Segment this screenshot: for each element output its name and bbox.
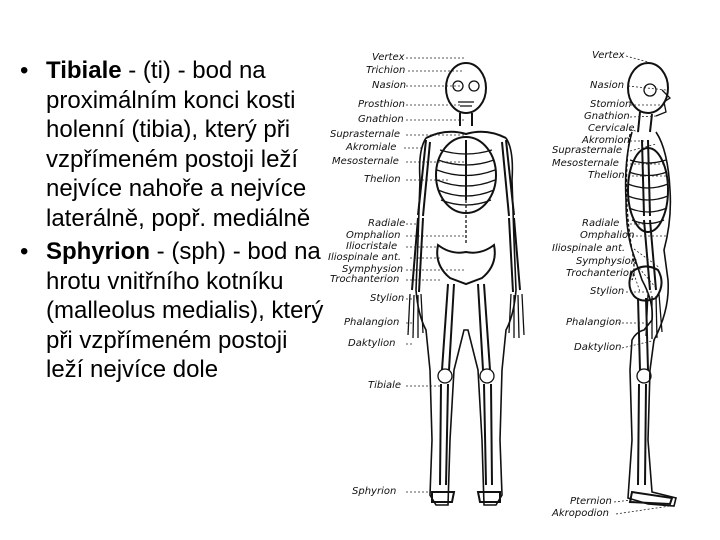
label-side-iliospinale-ant: Iliospinale ant. — [552, 243, 626, 254]
bullet-dot: • — [20, 57, 29, 84]
label-side-stomion: Stomion — [590, 99, 632, 110]
front-skeleton — [408, 63, 524, 505]
label-trichion: Trichion — [366, 65, 406, 76]
label-side-suprasternale: Suprasternale — [552, 145, 623, 156]
label-side-trochanterion: Trochanterion — [566, 268, 636, 279]
skeleton-illustration — [326, 40, 720, 530]
label-mesosternale: Mesosternale — [332, 156, 399, 167]
term-sphyrion: Sphyrion — [46, 238, 151, 265]
bullet-dot: • — [20, 238, 29, 265]
label-side-omphalion: Omphalion — [580, 230, 635, 241]
label-iliospinale-ant: Iliospinale ant. — [328, 252, 402, 263]
bullet-tibiale — [16, 56, 328, 233]
label-side-gnathion: Gnathion — [584, 111, 630, 122]
label-side-akromion: Akromion — [582, 135, 630, 146]
label-akromiale: Akromiale — [346, 142, 397, 153]
label-side-daktylion: Daktylion — [574, 342, 622, 353]
label-side-nasion: Nasion — [590, 80, 625, 91]
label-stylion: Stylion — [370, 293, 405, 304]
label-thelion: Thelion — [364, 174, 401, 185]
label-side-stylion: Stylion — [590, 286, 625, 297]
bullet-sphyrion — [16, 237, 328, 385]
label-gnathion: Gnathion — [358, 114, 404, 125]
label-suprasternale: Suprasternale — [330, 129, 401, 140]
label-sphyrion: Sphyrion — [352, 486, 397, 497]
anthropometric-figure — [326, 40, 720, 530]
label-symphysion: Symphysion — [342, 264, 404, 275]
label-omphalion: Omphalion — [346, 230, 401, 241]
label-side-phalangion: Phalangion — [566, 317, 622, 328]
label-side-akropodion: Akropodion — [552, 508, 609, 519]
label-side-vertex: Vertex — [592, 50, 625, 61]
label-iliocristale: Iliocristale — [346, 241, 398, 252]
label-side-pternion: Pternion — [570, 496, 612, 507]
term-tibiale: Tibiale — [46, 57, 122, 84]
label-phalangion: Phalangion — [344, 317, 400, 328]
label-side-mesosternale: Mesosternale — [552, 158, 619, 169]
label-daktylion: Daktylion — [348, 338, 396, 349]
bullet-list — [16, 56, 328, 389]
definition-tibiale: - (ti) - bod na proximálním konci kosti holenní (tibia), který při vzpřímeném postoji leží nejvíce nahoře a nejvíce laterálně, popř. mediálně — [46, 57, 311, 232]
label-side-cervicale: Cervicale — [588, 123, 635, 134]
label-tibiale: Tibiale — [368, 380, 402, 391]
label-vertex: Vertex — [372, 52, 405, 63]
label-trochanterion: Trochanterion — [330, 274, 400, 285]
definition-sphyrion: - (sph) - bod na hrotu vnitřního kotníku (malleolus medialis), který při vzpřímeném postoji leží nejvíce dole — [46, 238, 324, 383]
label-prosthion: Prosthion — [358, 99, 405, 110]
label-side-thelion: Thelion — [588, 170, 625, 181]
label-nasion: Nasion — [372, 80, 407, 91]
label-side-radiale: Radiale — [582, 218, 620, 229]
label-side-symphysion: Symphysion — [576, 256, 638, 267]
label-radiale: Radiale — [368, 218, 406, 229]
